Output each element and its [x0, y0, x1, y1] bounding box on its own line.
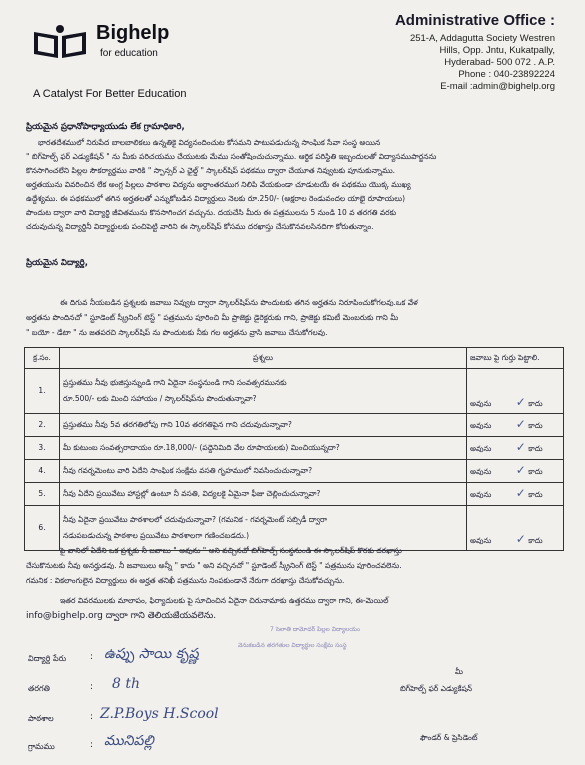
question-line: ప్రస్తుతము నీవు భుజిస్తున్నుండి గాని ఏదైనా సంస్థనుండి గాని సంవత్సరమునకు: [63, 378, 287, 387]
office-email: E-mail :admin@bighelp.org: [440, 81, 555, 92]
school-value[interactable]: Z.P.Boys H.Scool: [100, 706, 219, 722]
checkmark-icon: ✓: [515, 486, 526, 500]
founder-title: ఫౌండర్ & ప్రెసిడెంట్: [420, 733, 478, 742]
note-line: గమనిక : వికలాంగులైన విద్యార్థులు ఈ అర్హత తనిఖీ పత్రమును నింపకుండానే నేరుగా దరఖాస్తు చేసుకోవచ్చును.: [26, 576, 345, 585]
row-number: 5.: [25, 483, 60, 506]
para1-line: ఉద్దేశ్యము. ఈ పథకములో తగిన అర్హతలతో ఎన్నుకోబడిన విద్యార్ధులు నెలకు రూ.250/- (అక్షరాల రెండువందల యాభై రూపాయలు): [26, 194, 406, 203]
student-name-value[interactable]: ఉప్పు సాయి కృష్ణ: [104, 646, 199, 662]
brand-name: Bighelp: [96, 22, 170, 44]
answer-yes[interactable]: అవును: [470, 467, 492, 476]
answer-options[interactable]: [467, 460, 564, 483]
row-number: 1.: [25, 369, 60, 414]
stamp-text: వెనుకబడిన తరగతుల విద్యార్థుల సంక్షేమ సంస్థ: [238, 642, 347, 649]
header-questions: ప్రశ్నలు: [60, 348, 467, 369]
header-serial: క్ర.సం.: [25, 348, 60, 369]
row-number: 2.: [25, 414, 60, 437]
class-label: తరగతి: [28, 684, 50, 693]
answer-options[interactable]: [467, 369, 564, 414]
student-name-label: విద్యార్థి పేరు: [28, 654, 67, 663]
checkmark-icon: ✓: [515, 417, 526, 431]
para1-line: భారతదేశములో నిరుపేద బాలబాలికలు ఉన్నతికై విద్యనందించుట కోసమని పాటుపడుచున్న సాంఘిక సేవా సంస్థ అయిన: [38, 138, 381, 147]
answer-yes[interactable]: అవును: [470, 490, 492, 499]
village-value[interactable]: మునిపల్లి: [104, 733, 154, 749]
sign-line: మీ: [455, 667, 463, 676]
answer-options[interactable]: [467, 414, 564, 437]
checkmark-icon: ✓: [515, 463, 526, 477]
table-header-row: [25, 348, 564, 369]
para2-line: " బయో - డేటా " ను జతపరచి స్కాలర్‌షిప్ ను పొందుటకు నీకు గల అర్హతను వ్రాసి జవాబు చేసుకోగలవు.: [26, 328, 328, 337]
para2-line: అర్హతను పొందినచో " స్టూడెంట్ స్క్రీనింగ్ టెస్ట్ " పత్రమును పూరించి మీ ప్రాజెక్టు డైరెక్టరుకు గాని, ప్రాజెక్టు కమిటీ మెంబరుకు గాని మీ: [26, 313, 399, 322]
class-value[interactable]: 8 th: [112, 676, 140, 692]
row-number: 4.: [25, 460, 60, 483]
tagline: A Catalyst For Better Education: [33, 88, 187, 100]
answer-yes[interactable]: అవును: [470, 399, 492, 408]
office-address-line: 251-A, Addagutta Society Westren: [409, 33, 555, 44]
answer-options[interactable]: [467, 437, 564, 460]
table-row: [25, 483, 564, 506]
para2-line: ఈ దిగువ నీయబడిన ప్రశ్నలకు జవాబు నివ్వుట ద్వారా స్కాలర్‌షిప్‌ను పొందుటకు తగిన అర్హతను నిరూపించుకోగలవు.ఒక వేళ: [60, 298, 418, 307]
answer-options[interactable]: [467, 483, 564, 506]
para1-line: " బిగ్‌హెల్ప్ ఫర్ ఎడ్యుకేషన్ " ను మీకు పరిచయము చేయుటకు మేము సంతోషించుచున్నాము. ఆర్థిక పరిస్థితి ఇబ్బందులతో విద్యాసముపార్జనను: [26, 152, 437, 161]
para1-line: పొందుట ద్వారా వారి విద్యార్థి జీవితమును కొనసాగించగ వచ్చును. దయచేసి మీరు ఈ పత్రములను 5 నుండి 10 వ తరగతి వరకు: [26, 208, 397, 217]
para1-line: అర్హతయును వివరించిన లేక అంగ్ల పిల్లలు పాఠశాల విద్యను అర్ధాంతరముగ నిలిపి వేయకుండా చూడుటయే ఈ పథకము యొక్క ముఖ్య: [26, 180, 411, 189]
colon: :: [90, 712, 94, 722]
para3-line: చేసుకొనుటకు నీవు అనర్హుడవు. నీ జవాబులు అన్నీ " కాదు " అని వచ్చినచో " స్టూడెంట్ స్క్రీనింగ్ టెస్ట్ " పత్రమును పూరించవలెను.: [26, 561, 402, 570]
answer-no[interactable]: కాదు: [528, 421, 543, 430]
header-answer: జవాబు పై గుర్తు పెట్టాలి.: [467, 348, 564, 369]
table-row: [25, 460, 564, 483]
colon: :: [90, 740, 94, 750]
office-title: Administrative Office :: [394, 12, 555, 29]
checkmark-icon: ✓: [515, 440, 526, 454]
question-text: నీవు ఏదేని ప్రయివేటు హాస్టల్లో ఉంటూ నీ వసతి, విద్యలకై ఏమైనా ఫీజు చెల్లించుచున్నావా?: [60, 483, 467, 506]
brand-subtitle: for education: [100, 48, 158, 59]
office-phone: Phone : 040-23892224: [458, 69, 555, 80]
para3-line: పై వానిలో ఏదేని ఒక ప్రశ్నకు నీ జవాబు " అవును " అని వచ్చినచో బిగ్‌హెల్ప్ సంస్థనుండి ఈ స్కాలర్‌షిప్ కొరకు దరఖాస్తు: [60, 546, 402, 555]
table-row: [25, 369, 564, 414]
contact-email-line: info@bighelp.org ద్వారా గాని తెలియజేయవలెను.: [26, 611, 217, 621]
village-label: గ్రామము: [28, 742, 55, 751]
organization-sign: బిగ్‌హెల్ప్ ఫర్ ఎడ్యుకేషన్: [400, 684, 473, 693]
question-text: ప్రస్తుతము నీవు 5వ తరగతిలోపు గాని 10వ తరగతిపైన గాని చదువుచున్నావా?: [60, 414, 467, 437]
salutation-headmaster: ప్రియమైన ప్రధానోపాధ్యాయుడు లేక గ్రామాధికారి,: [26, 122, 185, 132]
school-label: పాఠశాల: [28, 714, 54, 723]
answer-no[interactable]: కాదు: [528, 536, 543, 545]
office-address-line: Hills, Opp. Jntu, Kukatpally,: [439, 45, 555, 56]
answer-options[interactable]: [467, 506, 564, 551]
salutation-student: ప్రియమైన విద్యార్థి,: [26, 258, 88, 268]
question-line: రూ.500/- లకు మించి సహాయం / స్కాలర్‌షిప్‌ను పొందుతున్నావా?: [63, 394, 257, 403]
answer-yes[interactable]: అవును: [470, 444, 492, 453]
table-row: [25, 506, 564, 551]
row-number: 6.: [25, 506, 60, 551]
question-text: నీవు గవర్నమెంటు వారి ఏదేని సాంఘిక సంక్షేమ వసతి గృహములో నివసించుచున్నావా?: [60, 460, 467, 483]
question-text: మీ కుటుంబ సంవత్సరాదాయం రూ.18,000/- (పద్దెనిమిది వేల రూపాయలకు) మించియున్నదా?: [60, 437, 467, 460]
eligibility-table: [24, 347, 564, 551]
colon: :: [90, 652, 94, 662]
para3-line: ఇతర వివరములకు మాలాపం, ఫిర్యాదులకు పై సూచించిన ఏదైనా చిరునామాకు ఉత్తరము ద్వారా గాని, ఈ-మెయిల్: [60, 596, 389, 605]
answer-no[interactable]: కాదు: [528, 399, 543, 408]
bighelp-logo-icon: [30, 22, 90, 62]
question-text: [60, 369, 467, 414]
para1-line: చదువుచున్న విద్యార్థినీ విద్యార్థులకు పంచిపెట్టి వారిని ఈ స్కాలర్‌షిప్ కోసము దరఖాస్తు చేసుకొనవలసినదిగా కోరుతున్నాం.: [26, 222, 374, 231]
row-number: 3.: [25, 437, 60, 460]
colon: :: [90, 682, 94, 692]
table-row: [25, 437, 564, 460]
question-line: నడుపబడుచున్న పాఠశాల ప్రయివేటు పాఠశాలగా గణించబడదు.): [63, 531, 250, 540]
office-address-line: Hyderabad- 500 072 . A.P.: [444, 57, 555, 68]
answer-yes[interactable]: అవును: [470, 536, 492, 545]
answer-no[interactable]: కాదు: [528, 490, 543, 499]
answer-no[interactable]: కాదు: [528, 467, 543, 476]
answer-no[interactable]: కాదు: [528, 444, 543, 453]
checkmark-icon: ✓: [515, 532, 526, 546]
answer-yes[interactable]: అవును: [470, 421, 492, 430]
question-line: నీవు ఏదైనా ప్రయివేటు పాఠశాలలో చదువుచున్నావా? (గమనిక - గవర్నమెంట్ సబ్సిడీ ద్వారా: [63, 515, 328, 524]
table-row: [25, 414, 564, 437]
stamp-text: 7 సెలాతి దామోదర్ పిల్లల విద్యాలయం: [270, 626, 360, 633]
para1-line: కొనసాగించలేని పిల్లల సౌకర్యార్థము వారికి " స్పాన్సర్ ఎ ఛైల్డ్ " స్కాలర్‌షిప్ పథకము ద్వారా చేయూత నివ్వుటకు పూనుకున్నాము.: [26, 166, 396, 175]
question-text: [60, 506, 467, 551]
checkmark-icon: ✓: [515, 395, 526, 409]
